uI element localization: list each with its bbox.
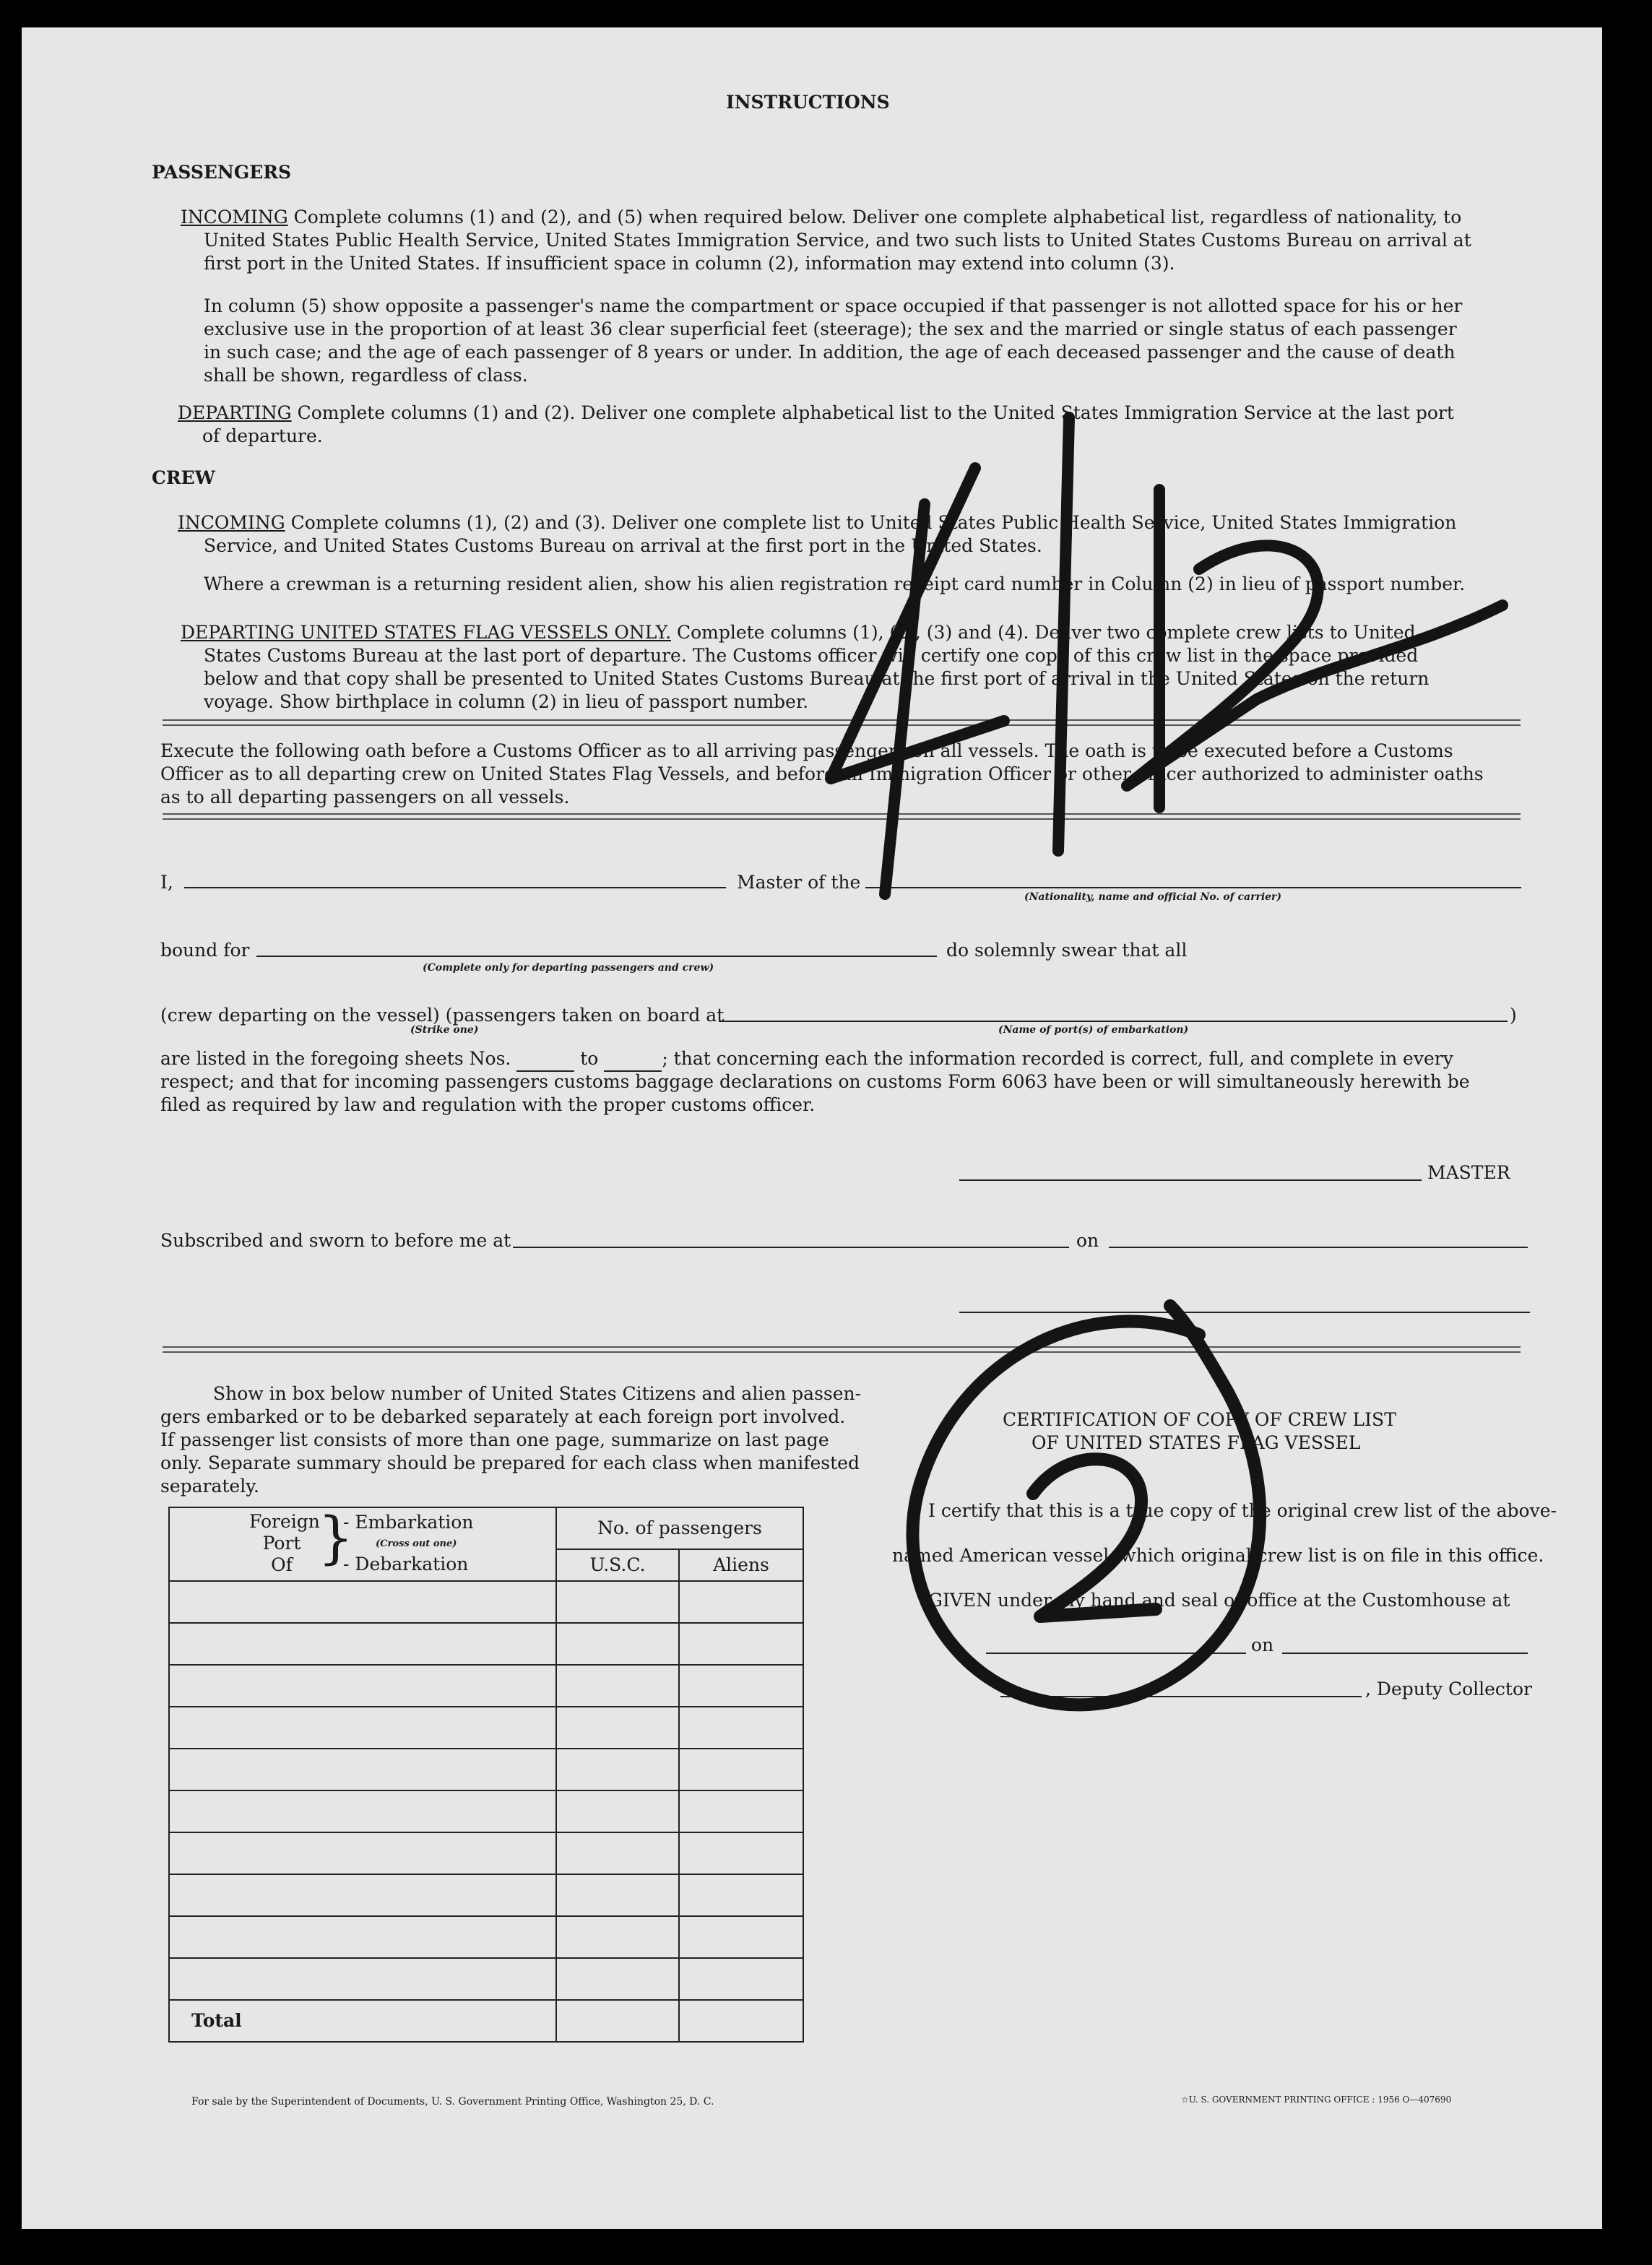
sworn-on-label: on: [1076, 1230, 1099, 1251]
crew-departing-line4: voyage. Show birthplace in column (2) in lieu of passport number.: [204, 691, 809, 712]
usc-cell[interactable]: [556, 1916, 679, 1958]
oath-intro-line2: Officer as to all departing crew on United States Flag Vessels, and before an Immigration Officer or other officer authorized to administer oaths: [160, 763, 1484, 784]
oath-intro-line3: as to all departing passengers on all vessels.: [160, 787, 570, 807]
crew-departing-oath-label: (crew departing on the vessel) (passengers taken on board at: [160, 1005, 725, 1026]
port-header-cell: [169, 1507, 556, 1581]
table-row: [169, 1623, 803, 1665]
usc-cell[interactable]: [556, 1581, 679, 1623]
aliens-cell[interactable]: [679, 1790, 803, 1832]
port-cell[interactable]: [169, 1749, 556, 1790]
port-cell[interactable]: [169, 1958, 556, 2000]
sale-footer: For sale by the Superintendent of Documents, U. S. Government Printing Office, Washington 25, D. C.: [191, 2096, 714, 2108]
port-cell[interactable]: [169, 1874, 556, 1916]
aliens-header: Aliens: [679, 1549, 803, 1581]
crew-departing-line1: DEPARTING UNITED STATES FLAG VESSELS ONLY. Complete columns (1), (2), (3) and (4). Deliver two complete crew lists to United: [181, 622, 1416, 643]
no-of-passengers-header: No. of passengers: [556, 1507, 803, 1549]
table-row: [169, 1958, 803, 2000]
summary-line2: gers embarked or to be debarked separately at each foreign port involved.: [160, 1406, 846, 1427]
sworn-date-field[interactable]: [1109, 1247, 1528, 1248]
passengers-incoming-line2: United States Public Health Service, United States Immigration Service, and two such lists to United States Customs Bureau on arrival at: [204, 230, 1471, 251]
divider: [163, 1346, 1521, 1353]
passenger-summary-table: [168, 1507, 804, 2043]
usc-cell[interactable]: [556, 1790, 679, 1832]
subscribed-label: Subscribed and sworn to before me at: [160, 1230, 511, 1251]
usc-cell[interactable]: [556, 1707, 679, 1749]
certify-line1: I certify that this is a true copy of the original crew list of the above-: [928, 1500, 1557, 1521]
crew-incoming-line1: INCOMING Complete columns (1), (2) and (3). Deliver one complete list to United States Public Health Service, United States Immigration: [178, 512, 1457, 533]
respect-line: respect; and that for incoming passengers customs baggage declarations on customs Form 6063 have been or will simultaneously herewith be: [160, 1071, 1470, 1092]
form-page: [22, 27, 1602, 2229]
certify-line3: GIVEN under my hand and seal of office at the Customhouse at: [928, 1590, 1510, 1611]
port-cell[interactable]: [169, 1916, 556, 1958]
cross-out-caption: (Cross out one): [376, 1538, 457, 1549]
port-cell[interactable]: [169, 1707, 556, 1749]
master-name-field[interactable]: [184, 887, 726, 888]
usc-cell[interactable]: [556, 1623, 679, 1665]
passengers-departing-label: DEPARTING: [178, 402, 292, 423]
table-row: [169, 1749, 803, 1790]
crew-incoming-label: INCOMING: [178, 512, 285, 533]
page-title: INSTRUCTIONS: [726, 92, 890, 113]
gpo-footer: ☆U. S. GOVERNMENT PRINTING OFFICE : 1956 O—407690: [1181, 2095, 1452, 2105]
sheet-to-field[interactable]: [604, 1047, 662, 1072]
bound-caption: (Complete only for departing passengers and crew): [423, 962, 714, 974]
aliens-cell[interactable]: [679, 1916, 803, 1958]
master-signature-field[interactable]: [959, 1179, 1422, 1181]
table-row: [169, 1916, 803, 1958]
sheet-number-text: 4112: [766, 374, 768, 375]
port-cell[interactable]: [169, 1581, 556, 1623]
summary-line3: If passenger list consists of more than one page, summarize on last page: [160, 1429, 829, 1450]
cert-date-field[interactable]: [1282, 1653, 1528, 1654]
master-label: MASTER: [1427, 1162, 1510, 1183]
usc-cell[interactable]: [556, 1958, 679, 2000]
summary-line1: Show in box below number of United States Citizens and alien passen-: [213, 1383, 862, 1404]
aliens-cell[interactable]: [679, 1749, 803, 1790]
passengers-departing-line1: DEPARTING Complete columns (1) and (2). Deliver one complete alphabetical list to the United States Immigration Service at the last port: [178, 402, 1454, 423]
passengers-incoming-label: INCOMING: [181, 207, 288, 228]
embarkation-label: - Embarkation: [343, 1512, 474, 1533]
foreign-label: Foreign: [249, 1511, 320, 1532]
port-embarkation-field[interactable]: [719, 1021, 1508, 1022]
passengers-heading: PASSENGERS: [152, 162, 292, 183]
swear-label: do solemnly swear that all: [946, 940, 1188, 961]
port-cell[interactable]: [169, 1790, 556, 1832]
port-label: Port: [262, 1533, 301, 1554]
aliens-cell[interactable]: [679, 1623, 803, 1665]
port-cell[interactable]: [169, 1623, 556, 1665]
aliens-cell[interactable]: [679, 1581, 803, 1623]
cert-on-label: on: [1251, 1634, 1274, 1655]
col5-line4: shall be shown, regardless of class.: [204, 365, 528, 386]
bound-for-field[interactable]: [256, 956, 937, 957]
handwritten-circled-number: [852, 1277, 1315, 1754]
of-label: Of: [271, 1554, 293, 1575]
deputy-collector-label: , Deputy Collector: [1365, 1679, 1532, 1699]
certification-title2: OF UNITED STATES FLAG VESSEL: [1032, 1432, 1361, 1453]
table-row: [169, 1874, 803, 1916]
port-cell[interactable]: [169, 1665, 556, 1707]
sheet-from-field[interactable]: [516, 1047, 574, 1072]
crew-alien-line: Where a crewman is a returning resident alien, show his alien registration receipt card number in Column (2) in lieu of passport number.: [204, 573, 1466, 594]
crew-departing-label: DEPARTING UNITED STATES FLAG VESSELS ONLY.: [181, 622, 672, 643]
strike-caption: (Strike one): [410, 1024, 479, 1036]
summary-line5: separately.: [160, 1476, 259, 1497]
carrier-caption: (Nationality, name and official No. of carrier): [1024, 891, 1282, 903]
total-usc-cell[interactable]: [556, 2000, 679, 2042]
usc-cell[interactable]: [556, 1832, 679, 1874]
usc-cell[interactable]: [556, 1749, 679, 1790]
table-row: [169, 1790, 803, 1832]
master-of-the-label: Master of the: [737, 872, 861, 893]
certify-line2: named American vessel, which original crew list is on file in this office.: [892, 1545, 1544, 1566]
total-label: Total: [169, 2000, 556, 2042]
filed-line: filed as required by law and regulation with the proper customs officer.: [160, 1094, 816, 1115]
col5-line2: exclusive use in the proportion of at least 36 clear superficial feet (steerage); the sex and the married or single status of each passenger: [204, 319, 1457, 339]
table-row: [169, 1665, 803, 1707]
debarkation-label: - Debarkation: [343, 1554, 469, 1575]
crew-incoming-line2: Service, and United States Customs Bureau on arrival at the first port in the United States.: [204, 535, 1042, 556]
circled-number-text: 2: [852, 1277, 853, 1278]
port-cell[interactable]: [169, 1832, 556, 1874]
passengers-incoming-line3: first port in the United States. If insufficient space in column (2), information may extend into column (3).: [204, 253, 1175, 274]
aliens-cell[interactable]: [679, 1707, 803, 1749]
listed-line: are listed in the foregoing sheets Nos. to ; that concerning each the information recorded is correct, full, and complete in every: [160, 1047, 1453, 1072]
aliens-cell[interactable]: [679, 1958, 803, 2000]
crew-departing-line2: States Customs Bureau at the last port of departure. The Customs officer will certify one copy of this crew list in the space provided: [204, 645, 1419, 666]
bound-for-label: bound for: [160, 940, 250, 961]
crew-departing-line3: below and that copy shall be presented to United States Customs Bureau at the first port of arrival in the United States on the return: [204, 668, 1430, 689]
col5-line1: In column (5) show opposite a passenger's name the compartment or space occupied if that passenger is not allotted space for his or her: [204, 295, 1463, 316]
aliens-cell[interactable]: [679, 1832, 803, 1874]
total-aliens-cell[interactable]: [679, 2000, 803, 2042]
brace-icon: }: [318, 1506, 354, 1571]
table-row: [169, 1581, 803, 1623]
crew-heading: CREW: [152, 467, 215, 488]
port-caption: (Name of port(s) of embarkation): [998, 1024, 1189, 1036]
oath-i-label: I,: [160, 872, 173, 893]
certification-title1: CERTIFICATION OF COPY OF CREW LIST: [1003, 1409, 1396, 1430]
usc-cell[interactable]: [556, 1874, 679, 1916]
passengers-incoming-line1: INCOMING Complete columns (1) and (2), and (5) when required below. Deliver one complete alphabetical list, regardless of nationality, to: [181, 207, 1462, 228]
handwritten-sheet-number: [766, 374, 1560, 923]
close-paren: ): [1510, 1005, 1517, 1026]
passengers-departing-line2: of departure.: [202, 425, 323, 446]
usc-cell[interactable]: [556, 1665, 679, 1707]
oath-intro-line1: Execute the following oath before a Customs Officer as to all arriving passengers on all vessels. The oath is to be executed before a Customs: [160, 740, 1453, 761]
table-row: [169, 1832, 803, 1874]
table-row: [169, 1707, 803, 1749]
aliens-cell[interactable]: [679, 1665, 803, 1707]
aliens-cell[interactable]: [679, 1874, 803, 1916]
usc-header: U.S.C.: [556, 1549, 679, 1581]
col5-line3: in such case; and the age of each passenger of 8 years or under. In addition, the age of each deceased passenger and the cause of death: [204, 342, 1456, 363]
sworn-place-field[interactable]: [513, 1247, 1069, 1248]
summary-line4: only. Separate summary should be prepared for each class when manifested: [160, 1452, 860, 1473]
